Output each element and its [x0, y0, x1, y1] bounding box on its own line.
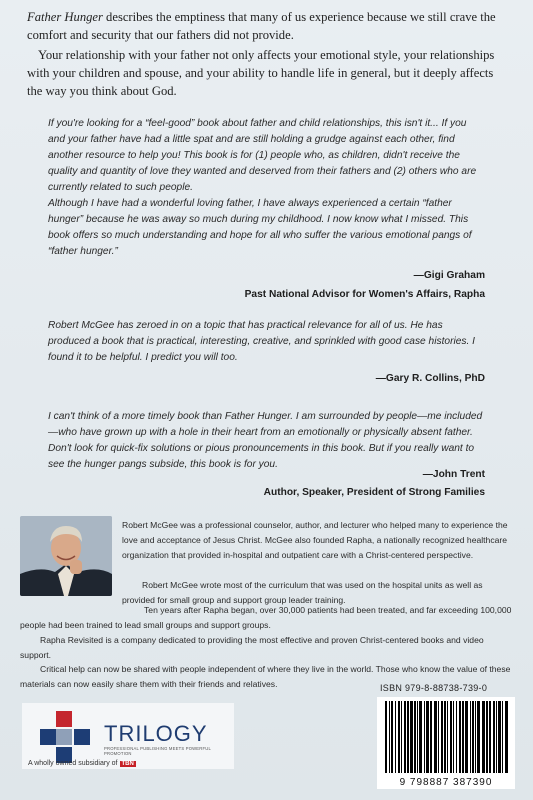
endorsement-1: [48, 116, 485, 260]
tbn-logo: TBN: [121, 761, 134, 767]
endorsement-2: [48, 318, 485, 366]
endorsement-3-title: Author, Speaker, President of Strong Families: [263, 487, 485, 498]
trilogy-cross-icon: [38, 709, 98, 765]
isbn-barcode: [377, 697, 515, 789]
endorsement-1-name: —Gigi Graham: [413, 270, 485, 281]
isbn-label: ISBN 979-8-88738-739-0: [380, 683, 488, 693]
intro-paragraph-1: [27, 8, 509, 44]
endorsement-1-title: Past National Advisor for Women's Affairs, Rapha: [244, 289, 485, 300]
endorsement-3-name: —John Trent: [422, 469, 485, 480]
endorsement-2-text: Robert McGee has zeroed in on a topic that has practical relevance for all of us. He has produced a book that is practical, interesting, creative, and sprinkled with good case histories. I found it to be helpful. I predict you will too.: [48, 320, 475, 363]
subsidiary-line: [28, 760, 136, 767]
endorsement-1-p1: If you're looking for a “feel-good” book about father and child relationships, this isn't it... If you and your father have had a little spat and are still holding a grudge against each other, find another resource to help you! This book is for (1) people who, as children, didn't receive the quality and quantity of love they wanted and deserved from their fathers and (2) others who are currently related to such people.: [48, 118, 477, 193]
bio-paragraph-5: Critical help can now be shared with people independent of where they live in the world. Those who know the value of these materials can now easily share them with their friends and relatives.: [20, 664, 511, 689]
author-photo: [20, 516, 112, 596]
endorsement-1-p2: Although I have had a wonderful loving father, I have always experienced a certain “father hunger” because he was away so much during my childhood. I now know what I missed. This book offers so much understanding and hope for all who suffer the various emotional pangs of “father hunger.”: [48, 198, 472, 257]
back-cover-intro: [27, 8, 509, 102]
bio-paragraph-1: Robert McGee was a professional counselor, author, and lecturer who helped many to experience the love and acceptance of Jesus Christ. McGee also founded Rapha, a nationally recognized healthcare organization that provided in-hospital and outpatient care with a Christ-centered perspective.: [122, 520, 508, 560]
endorsement-3-text: I can't think of a more timely book than Father Hunger. I am surrounded by people—me included—who have grown up with a hole in their heart from an emotionally or physically absent father. Don't look for quick-fix solutions or pious pronouncements in this book. But if you really want to see the hunger pangs subside, this book is for you.: [48, 411, 483, 470]
intro-p1-text: describes the emptiness that many of us experience because we still crave the comfort and security that our fathers did not provide.: [27, 10, 496, 42]
bio-paragraph-2: Robert McGee wrote most of the curriculum that was used on the hospital units as well as provided for small group and support group leader training.: [122, 580, 483, 605]
barcode-digits: 9 798887 387390: [399, 777, 493, 788]
bio-paragraph-3: Ten years after Rapha began, over 30,000 patients had been treated, and far exceeding 100,000 people had been trained to lead small groups and support groups.: [20, 605, 512, 630]
intro-paragraph-2: Your relationship with your father not only affects your emotional style, your relationships with your children and spouse, and your ability to handle life in general, but it deeply affects the way you think about God.: [27, 48, 495, 98]
barcode-bars: [377, 697, 515, 777]
publisher-name: TRILOGY: [104, 721, 208, 746]
endorsement-3: [48, 409, 485, 473]
subsidiary-text: A wholly owned subsidiary of: [28, 760, 118, 767]
bio-paragraph-4: Rapha Revisited is a company dedicated to providing the most effective and proven Christ-centered books and video support.: [20, 635, 484, 660]
book-title-italic: Father Hunger: [27, 10, 103, 24]
publisher-tagline: PROFESSIONAL PUBLISHING MEETS POWERFUL PROMOTION: [104, 746, 211, 756]
endorsement-2-name: —Gary R. Collins, PhD: [375, 373, 485, 384]
